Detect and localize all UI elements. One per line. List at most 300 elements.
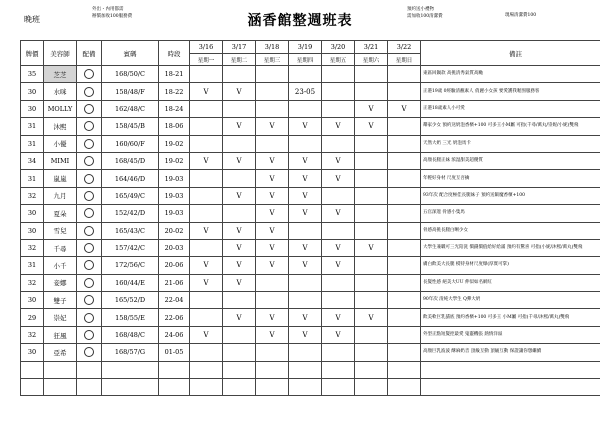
empty-cell [322,361,355,378]
time-cell: 24-06 [159,326,190,343]
remark-cell: 高顏長腿正妹 浓湿甜美超優質 [421,152,600,169]
name-cell: 嵐嵐 [44,170,77,187]
day-cell [388,152,421,169]
day-cell [322,187,355,204]
assigned-cell [77,326,102,343]
day-cell [289,292,322,309]
measure-cell: 160/44/E [102,274,159,291]
day-cell: V [223,274,256,291]
col-day: 星期六 [355,54,388,66]
day-cell [289,135,322,152]
day-cell [190,118,223,135]
day-cell [322,135,355,152]
circle-icon [84,243,94,253]
name-cell: 水咪 [44,83,77,100]
day-cell [289,344,322,361]
day-cell [256,135,289,152]
day-cell [256,274,289,291]
day-cell [355,135,388,152]
empty-cell [223,361,256,378]
day-cell [190,100,223,117]
rank-cell: 34 [21,152,44,169]
name-cell: MIMI [44,152,77,169]
day-cell [322,83,355,100]
name-cell: MOLLY [44,100,77,117]
day-cell: V [289,152,322,169]
day-cell [223,292,256,309]
remark-cell: 長髮性感 絕美大UU 伸似如名網紅 [421,274,600,291]
circle-icon [84,191,94,201]
table-row [21,257,600,274]
day-cell [355,292,388,309]
day-cell [256,66,289,83]
circle-icon [84,69,94,79]
rank-cell: 31 [21,135,44,152]
day-cell [223,326,256,343]
day-cell [256,344,289,361]
day-cell: V [355,100,388,117]
measure-cell: 157/42/C [102,239,159,256]
day-cell [355,152,388,169]
day-cell: V [256,309,289,326]
day-cell [190,66,223,83]
empty-cell [355,379,388,396]
empty-cell [421,379,600,396]
day-cell [355,257,388,274]
empty-cell [44,379,77,396]
day-cell [388,118,421,135]
circle-icon [84,208,94,218]
col-day: 星期一 [190,54,223,66]
col-date: 3/21 [355,41,388,54]
measure-cell: 165/49/C [102,187,159,204]
empty-cell [77,379,102,396]
empty-cell [289,379,322,396]
day-cell: V [322,326,355,343]
time-cell: 20-02 [159,222,190,239]
empty-cell [190,379,223,396]
day-cell: V [256,239,289,256]
day-cell: V [223,118,256,135]
assigned-cell [77,292,102,309]
name-cell: 沐熙 [44,118,77,135]
circle-icon [84,347,94,357]
time-cell: 19-03 [159,170,190,187]
rank-cell: 32 [21,274,44,291]
circle-icon [84,226,94,236]
remark-cell: 外型正點短髮控最愛 鬼靈機張 熱情洋溢 [421,326,600,343]
header-note-left-1: 外出・內用都需 [92,7,124,12]
empty-cell [322,379,355,396]
day-cell [388,344,421,361]
time-cell: 21-06 [159,274,190,291]
assigned-cell [77,274,102,291]
circle-icon [84,260,94,270]
name-cell: 芝芝 [44,66,77,83]
remark-cell: 五官深邃 骨感小隻馬 [421,205,600,222]
measure-cell: 168/57/G [102,344,159,361]
day-cell [355,170,388,187]
day-cell [388,187,421,204]
time-cell: 20-03 [159,239,190,256]
day-cell: V [190,326,223,343]
day-cell [322,344,355,361]
assigned-cell [77,118,102,135]
name-cell: 小優 [44,135,77,152]
day-cell [190,292,223,309]
day-cell: V [223,239,256,256]
day-cell: V [256,222,289,239]
day-cell: V [289,187,322,204]
day-cell [190,170,223,187]
time-cell: 19-02 [159,135,190,152]
remark-cell: 東區回鍋款 高挑清秀氣質高颱 [421,66,600,83]
day-cell: V [388,100,421,117]
time-cell: 01-05 [159,344,190,361]
circle-icon [84,313,94,323]
empty-cell [102,361,159,378]
day-cell [322,222,355,239]
empty-cell [223,379,256,396]
col-date: 3/19 [289,41,322,54]
table-row [21,292,600,309]
day-cell: V [355,309,388,326]
day-cell: V [322,118,355,135]
rank-cell: 32 [21,187,44,204]
day-cell: V [256,118,289,135]
day-cell [355,344,388,361]
day-cell: V [355,118,388,135]
circle-icon [84,156,94,166]
day-cell: V [256,152,289,169]
circle-icon [84,330,94,340]
time-cell: 20-06 [159,257,190,274]
table-row [21,222,600,239]
day-cell [223,100,256,117]
remark-cell: 鄰家少女 預約送奶泡香檳+100 可多王小M屬 可指(千尋/萬丸/崇妮/小妮)雙飛 [421,118,600,135]
day-cell [388,326,421,343]
day-cell [223,170,256,187]
empty-cell [44,361,77,378]
day-cell [190,239,223,256]
empty-cell [355,361,388,378]
table-row [21,274,600,291]
remark-cell: 90年次 清純大學生 Q彈大奶 [421,292,600,309]
day-cell [256,83,289,100]
empty-cell [77,361,102,378]
remark-cell: 年輕好身材 尺度互吾擒 [421,170,600,187]
day-cell [388,222,421,239]
day-cell [355,205,388,222]
rank-cell: 30 [21,222,44,239]
time-cell: 18-22 [159,83,190,100]
day-cell: V [223,257,256,274]
circle-icon [84,87,94,97]
measure-cell: 158/45/B [102,118,159,135]
col-time: 時段 [159,41,190,66]
day-cell [355,274,388,291]
assigned-cell [77,66,102,83]
remark-cell: 大學生兼職可三光陪洗 價錢價值給好給滿 預約有驚喜 可指(小妮/沐熙/萬丸)雙飛 [421,239,600,256]
assigned-cell [77,100,102,117]
circle-icon [84,295,94,305]
day-cell: V [322,152,355,169]
day-cell [388,170,421,187]
rank-cell: 30 [21,100,44,117]
day-cell [289,274,322,291]
day-cell: V [322,257,355,274]
day-cell [388,292,421,309]
table-row [21,170,600,187]
empty-cell [388,361,421,378]
col-day: 星期三 [256,54,289,66]
table-row [21,344,600,361]
name-cell: 九月 [44,187,77,204]
circle-icon [84,174,94,184]
day-cell [322,274,355,291]
measure-cell: 158/48/F [102,83,159,100]
empty-cell [421,361,600,378]
header-note-left-2: 辦償加收100服務費 [92,13,133,19]
assigned-cell [77,170,102,187]
table-row [21,187,600,204]
day-cell [256,292,289,309]
day-cell: V [256,187,289,204]
day-cell: V [289,257,322,274]
day-cell: V [322,239,355,256]
time-cell: 18-24 [159,100,190,117]
day-cell [289,66,322,83]
day-cell: V [256,205,289,222]
rank-cell: 31 [21,257,44,274]
day-cell: V [322,309,355,326]
rank-cell: 32 [21,239,44,256]
assigned-cell [77,309,102,326]
circle-icon [84,278,94,288]
day-cell: V [256,326,289,343]
day-cell [190,344,223,361]
name-cell: 狂風 [44,326,77,343]
day-cell [388,239,421,256]
day-cell [289,222,322,239]
day-cell: V [322,205,355,222]
circle-icon [84,121,94,131]
measure-cell: 172/56/C [102,257,159,274]
assigned-cell [77,257,102,274]
time-cell: 18-06 [159,118,190,135]
empty-cell [256,379,289,396]
measure-cell: 168/50/C [102,66,159,83]
remark-cell: 飲美軟巨乳貓底 預約香檳+100 可多王 小M屬 可指(千尋/沐熙/萬丸)雙飛 [421,309,600,326]
circle-icon [84,139,94,149]
table-row [21,239,600,256]
day-cell: V [289,205,322,222]
day-cell: V [223,309,256,326]
day-cell: 23-05 [289,83,322,100]
table-row [21,135,600,152]
table-row [21,309,600,326]
col-date: 3/17 [223,41,256,54]
header-row-dates [21,41,600,54]
measure-cell: 165/52/D [102,292,159,309]
empty-cell [289,361,322,378]
schedule-table [20,40,600,396]
remark-cell: 正港18歲素人小可愛 [421,100,600,117]
day-cell: V [289,118,322,135]
name-cell: 小千 [44,257,77,274]
day-cell: V [289,239,322,256]
day-cell: V [289,309,322,326]
cleaning-fee-note: 現場清潔費100 [505,13,537,18]
day-cell [190,205,223,222]
header-note-right-2: 需加收100清潔費 [407,13,443,19]
table-row [21,326,600,343]
name-cell: 妾娜 [44,274,77,291]
day-cell [322,292,355,309]
day-cell [190,135,223,152]
name-cell: 雙子 [44,292,77,309]
col-measure: 賓碼 [102,41,159,66]
empty-cell [388,379,421,396]
day-cell [190,187,223,204]
col-day: 星期日 [388,54,421,66]
empty-row [21,361,600,378]
table-row [21,66,600,83]
measure-cell: 165/43/C [102,222,159,239]
time-cell: 22-04 [159,292,190,309]
time-cell: 18-21 [159,66,190,83]
col-day: 星期五 [322,54,355,66]
time-cell: 19-03 [159,205,190,222]
day-cell [388,309,421,326]
circle-icon [84,104,94,114]
col-date: 3/22 [388,41,421,54]
rank-cell: 32 [21,326,44,343]
remark-cell: 正港19歲 0經驗清蘸素人 俏麗小女孩 要愛護我喔图服務客 [421,83,600,100]
col-name: 美容師 [44,41,77,66]
assigned-cell [77,152,102,169]
empty-cell [159,379,190,396]
day-cell: V [190,274,223,291]
measure-cell: 168/45/D [102,152,159,169]
col-day: 星期二 [223,54,256,66]
name-cell: 崇妃 [44,309,77,326]
day-cell: V [256,257,289,274]
day-cell [355,326,388,343]
col-date: 3/18 [256,41,289,54]
rank-cell: 30 [21,205,44,222]
assigned-cell [77,205,102,222]
assigned-cell [77,83,102,100]
remark-cell: 高顏巨乳波波 酥麻奶音 頂級互動 頂級互動 保證讓你想繼續 [421,344,600,361]
day-cell [223,66,256,83]
day-cell: V [190,222,223,239]
measure-cell: 152/42/D [102,205,159,222]
assigned-cell [77,222,102,239]
day-cell [322,66,355,83]
day-cell [355,83,388,100]
day-cell: V [289,170,322,187]
rank-cell: 31 [21,118,44,135]
schedule-header [0,0,600,40]
schedule-rows [21,66,600,396]
col-date: 3/20 [322,41,355,54]
table-row [21,205,600,222]
measure-cell: 168/48/C [102,326,159,343]
measure-cell: 160/60/F [102,135,159,152]
table-row [21,118,600,135]
col-date: 3/16 [190,41,223,54]
day-cell: V [256,170,289,187]
table-row [21,100,600,117]
name-cell: 雪兒 [44,222,77,239]
day-cell: V [289,326,322,343]
assigned-cell [77,187,102,204]
day-cell: V [223,187,256,204]
col-day: 星期四 [289,54,322,66]
header-notes-right [407,7,443,20]
assigned-cell [77,239,102,256]
measure-cell: 158/55/E [102,309,159,326]
col-rank: 牌價 [21,41,44,66]
day-cell: V [190,257,223,274]
day-cell: V [223,222,256,239]
remark-cell: 93年次 配合度極佳長腿妹子 預約送飯魔香檳+100 [421,187,600,204]
day-cell: V [322,170,355,187]
day-cell [355,66,388,83]
time-cell: 19-03 [159,187,190,204]
day-cell: V [190,152,223,169]
rank-cell: 35 [21,66,44,83]
table-row [21,83,600,100]
day-cell: V [190,83,223,100]
shift-label: 晚班 [24,15,40,24]
col-remarks: 備註 [421,41,600,66]
remark-cell: 骨感高挑長腿白晰少女 [421,222,600,239]
day-cell [388,274,421,291]
rank-cell: 29 [21,309,44,326]
day-cell [388,257,421,274]
empty-row [21,379,600,396]
empty-cell [190,361,223,378]
day-cell [223,344,256,361]
name-cell: 千尋 [44,239,77,256]
name-cell: 亞希 [44,344,77,361]
day-cell [223,205,256,222]
name-cell: 夏朵 [44,205,77,222]
rank-cell: 30 [21,344,44,361]
time-cell: 19-02 [159,152,190,169]
measure-cell: 162/48/C [102,100,159,117]
day-cell [289,100,322,117]
day-cell: V [223,152,256,169]
day-cell [388,135,421,152]
empty-cell [21,379,44,396]
remark-cell: 天然大奶 三光 奶泡馬卡 [421,135,600,152]
empty-cell [159,361,190,378]
day-cell [322,100,355,117]
empty-cell [21,361,44,378]
day-cell: V [223,83,256,100]
empty-cell [102,379,159,396]
day-cell [256,100,289,117]
assigned-cell [77,135,102,152]
day-cell [388,83,421,100]
assigned-cell [77,344,102,361]
table-row [21,152,600,169]
empty-cell [256,361,289,378]
day-cell: V [355,239,388,256]
